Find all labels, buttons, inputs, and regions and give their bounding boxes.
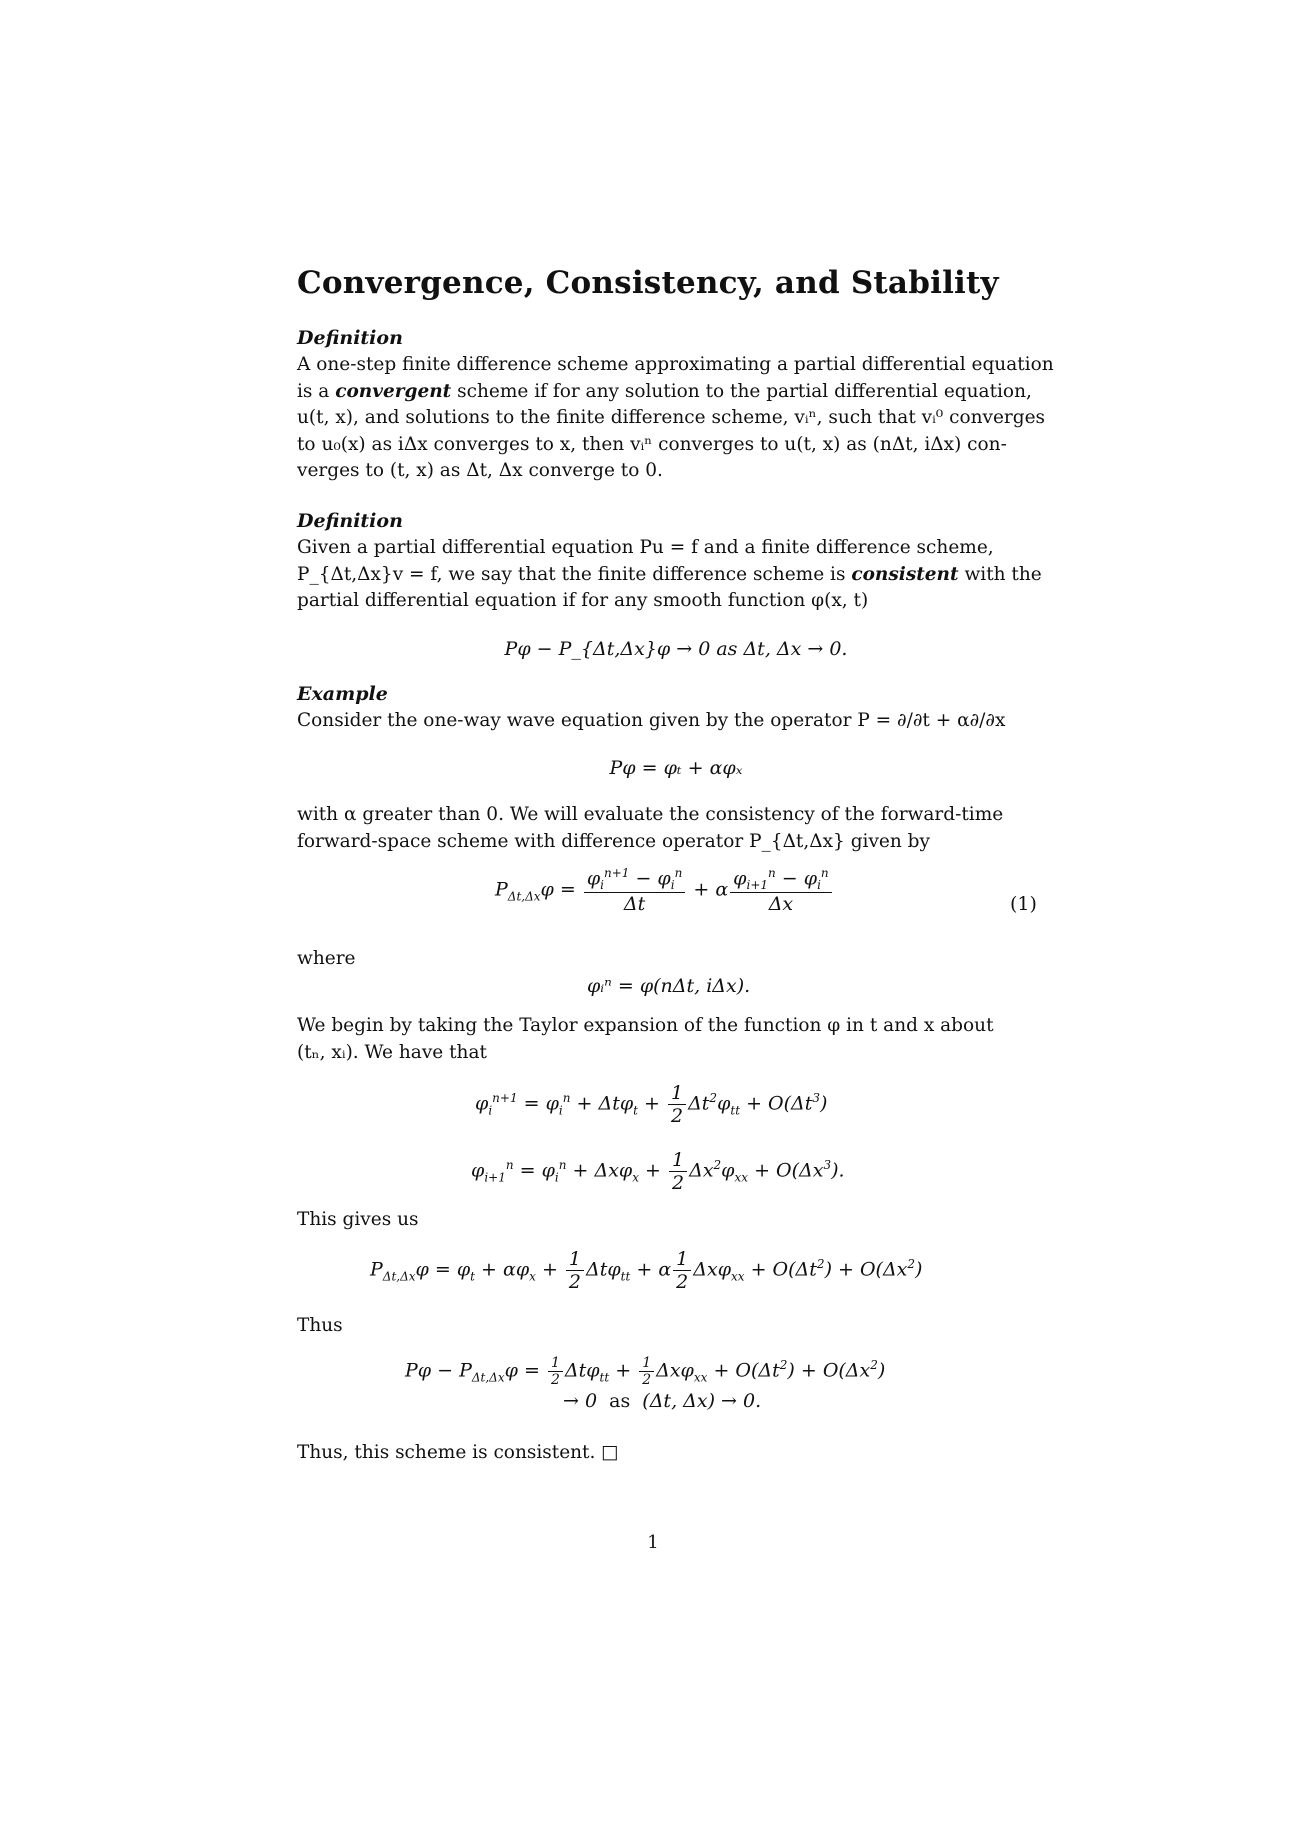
text-line: A one-step finite difference scheme approximating a partial differential equation	[297, 354, 1054, 375]
fraction-time: $\frac{\varphi_i^{n+1} - \varphi_i^n}{\Delta t}$	[584, 866, 685, 915]
definition-convergence-body	[297, 352, 1055, 485]
emphasis-convergent: convergent	[335, 380, 452, 402]
text-line: partial differential equation if for any smooth function φ(x, t)	[297, 590, 869, 611]
text-line: P_{Δt,Δx}v = f, we say that the finite difference scheme is	[297, 563, 852, 585]
fraction-half: $\frac{1}{2}$	[566, 1248, 584, 1293]
text-line: (tₙ, xᵢ). We have that	[297, 1041, 487, 1063]
where-label: where	[297, 948, 356, 969]
fraction-half: $\frac{1}{2}$	[669, 1149, 687, 1194]
definition-heading-convergence: Definition	[297, 327, 403, 349]
gives-us-label: This gives us	[297, 1209, 419, 1230]
fraction-half: $\frac{1}{2}$	[673, 1248, 691, 1293]
text-line: is a	[297, 380, 336, 402]
fraction-half: $\frac{1}{2}$	[548, 1355, 563, 1388]
example-intro: Consider the one-way wave equation given by the operator P = ∂/∂t + α∂/∂x	[297, 710, 1006, 731]
definition-heading-consistency: Definition	[297, 510, 403, 532]
equation-limit: → 0 as (Δt, Δx) → 0.	[563, 1390, 762, 1412]
equation-taylor-space: $\varphi_{i+1}^n = \varphi_i^n + \Delta x\varphi_x$ + $\frac{1}{2}$ $\Delta x^2\varphi_{xx} + O(\Delta x^3)$.	[471, 1149, 845, 1194]
fraction-half: $\frac{1}{2}$	[668, 1082, 686, 1127]
equation-taylor-time: $\varphi_i^{n+1} = \varphi_i^n + \Delta t\varphi_t$ + $\frac{1}{2}$ $\Delta t^2\varphi_{tt} + O(\Delta t^3)$	[475, 1082, 828, 1127]
definition-consistency-body	[297, 535, 1055, 615]
text-line: Given a partial differential equation Pu = f and a finite difference scheme,	[297, 537, 994, 558]
equation-grid-function: φᵢⁿ = φ(nΔt, iΔx).	[587, 975, 751, 997]
page-number: 1	[647, 1532, 659, 1553]
text-line: with the	[958, 563, 1042, 585]
text-line: verges to (t, x) as Δt, Δx converge to 0.	[297, 460, 663, 481]
text-line: u(t, x), and solutions to the finite difference scheme, vᵢⁿ, such that vᵢ⁰ converges	[297, 407, 1046, 428]
conclusion: Thus, this scheme is consistent. □	[297, 1442, 619, 1463]
equation-1-scheme: $P_{\Delta t,\Delta x}\varphi$ = $\frac{\varphi_i^{n+1} - \varphi_i^n}{\Delta t}$ + α $\frac{\varphi_{i+1}^n - \varphi_i^n}{\Delta x}$	[495, 866, 834, 915]
equation-consistency: Pφ − P_{Δt,Δx}φ → 0 as Δt, Δx → 0.	[504, 638, 848, 660]
equation-truncation-error: $P\varphi - P_{\Delta t,\Delta x}\varphi$ = $\frac{1}{2}$ Δtφ$_{tt}$ + $\frac{1}{2}$ $\Delta x\varphi_{xx} + O(\Delta t^2) + O(\Delta x^2)$	[405, 1355, 886, 1388]
fraction-half: $\frac{1}{2}$	[639, 1355, 654, 1388]
text-line: scheme if for any solution to the partial differential equation,	[451, 380, 1032, 402]
fraction-space: $\frac{\varphi_{i+1}^n - \varphi_i^n}{\Delta x}$	[730, 866, 831, 915]
document-title: Convergence, Consistency, and Stability	[297, 265, 999, 301]
taylor-paragraph	[297, 1013, 1055, 1066]
text-line: forward-space scheme with difference operator P_{Δt,Δx} given by	[297, 830, 930, 852]
thus-label: Thus	[297, 1315, 343, 1336]
example-paragraph-2	[297, 802, 1055, 855]
text-line: to u₀(x) as iΔx converges to x, then vᵢⁿ converges to u(t, x) as (nΔt, iΔx) con-	[297, 433, 1007, 455]
equation-wave: Pφ = φₜ + αφₓ	[609, 757, 743, 779]
text-line: We begin by taking the Taylor expansion of the function φ in t and x about	[297, 1015, 994, 1036]
text-line: with α greater than 0. We will evaluate the consistency of the forward-time	[297, 804, 1004, 825]
example-heading: Example	[297, 683, 388, 705]
emphasis-consistent: consistent	[851, 563, 959, 585]
equation-number: (1)	[1010, 893, 1037, 915]
equation-scheme-expansion: $P_{\Delta t,\Delta x}\varphi = \varphi_t + \alpha\varphi_x$ + $\frac{1}{2}$ Δtφ$_{tt}$ + α $\frac{1}{2}$ $\Delta x\varphi_{xx} + O(\Delta t^2) + O(\Delta x^2)$	[370, 1248, 923, 1293]
